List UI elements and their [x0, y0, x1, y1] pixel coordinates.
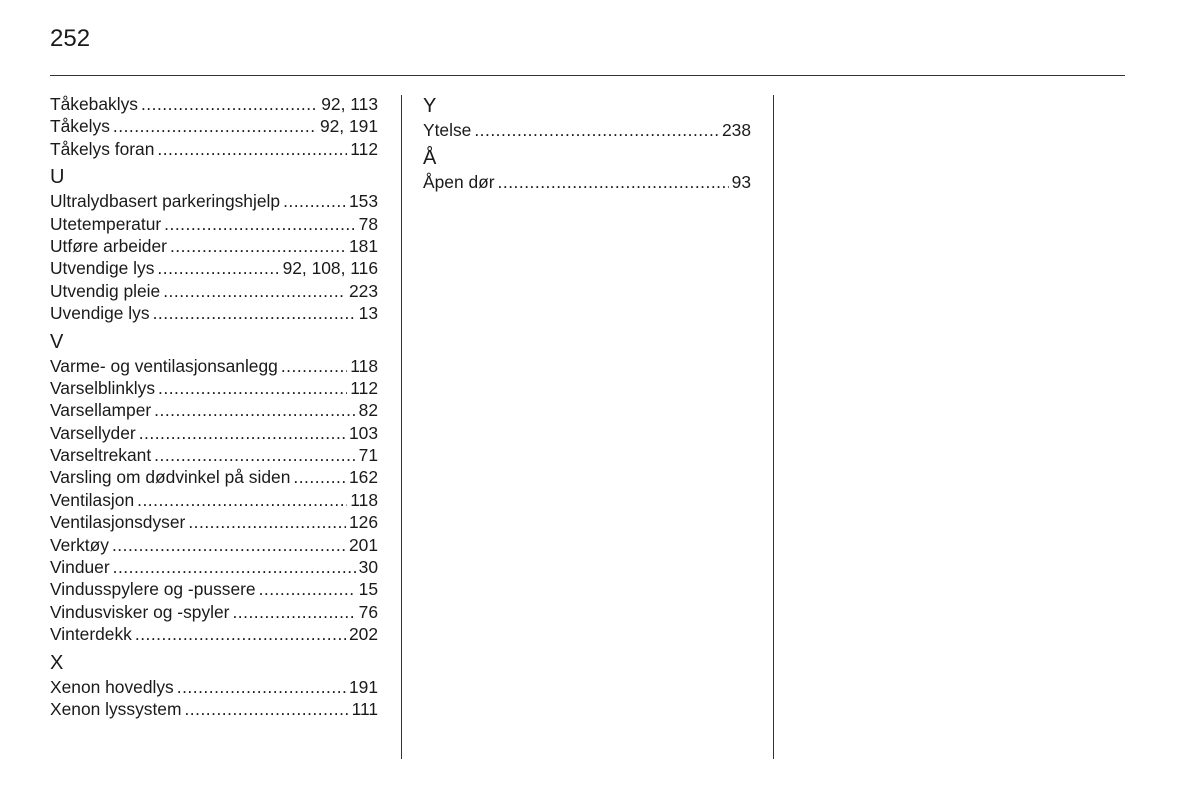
index-column-1: [50, 93, 378, 720]
leader-dots: [188, 511, 346, 533]
entry-pages: 15: [358, 579, 378, 600]
leader-dots: [163, 280, 346, 302]
index-entry: [50, 534, 378, 556]
entry-term: Varseltrekant: [50, 445, 152, 466]
entry-pages: 181: [348, 235, 378, 256]
index-entry: [423, 119, 751, 141]
entry-term: Utføre arbeider: [50, 235, 167, 256]
entry-pages: 118: [350, 489, 378, 510]
entry-term: Verktøy: [50, 534, 109, 555]
page-number: 252: [50, 25, 91, 52]
entry-term: Vinterdekk: [50, 624, 132, 645]
index-entry: [50, 115, 378, 137]
leader-dots: [139, 422, 346, 444]
entry-pages: 13: [358, 303, 378, 324]
entry-term: Ventilasjon: [50, 489, 135, 510]
leader-dots: [112, 534, 346, 556]
index-entry: [50, 93, 378, 115]
section-letter: Y: [423, 95, 437, 117]
entry-term: Xenon hovedlys: [50, 676, 174, 697]
entry-pages: 92, 191: [319, 116, 378, 137]
entry-term: Tåkebaklys: [50, 94, 138, 114]
index-entry: [50, 556, 378, 578]
index-section-y: [423, 93, 751, 141]
entry-term: Utvendige lys: [50, 258, 155, 279]
leader-dots: [158, 377, 347, 399]
leader-dots: [135, 623, 346, 645]
leader-dots: [259, 578, 356, 600]
index-entry: [50, 280, 378, 302]
section-letter: U: [50, 166, 65, 189]
index-entry: [50, 138, 378, 160]
entry-pages: 103: [348, 422, 378, 443]
entry-pages: 223: [348, 280, 378, 301]
entry-pages: 201: [348, 534, 378, 555]
index-entry: [50, 698, 378, 720]
index-entry: [423, 171, 751, 193]
index-entry: [50, 489, 378, 511]
entry-term: Tåkelys foran: [50, 138, 155, 159]
index-entry: [50, 377, 378, 399]
column-divider-left: [401, 95, 402, 759]
entry-term: Varsellyder: [50, 422, 136, 443]
index-entry: [50, 444, 378, 466]
index-entry: [50, 578, 378, 600]
entry-term: Åpen dør: [423, 172, 495, 193]
entry-pages: 112: [350, 377, 378, 398]
entry-term: Utvendig pleie: [50, 280, 161, 301]
column-divider-right: [773, 95, 774, 759]
entry-term: Ytelse: [423, 120, 472, 140]
entry-term: Uvendige lys: [50, 303, 150, 324]
entry-pages: 71: [358, 445, 378, 466]
leader-dots: [232, 601, 355, 623]
index-entry: [50, 213, 378, 235]
entry-pages: 76: [358, 601, 378, 622]
index-entry: [50, 601, 378, 623]
index-column-2: [423, 93, 751, 194]
entry-pages: 118: [350, 355, 378, 376]
entry-term: Vindusspylere og -pussere: [50, 579, 256, 600]
index-section-v: [50, 329, 378, 646]
entry-term: Ventilasjonsdyser: [50, 512, 186, 533]
entry-pages: 78: [358, 213, 378, 234]
entry-pages: 30: [358, 557, 378, 578]
entry-pages: 202: [348, 624, 378, 645]
entry-term: Varsling om dødvinkel på siden: [50, 467, 291, 488]
leader-dots: [164, 213, 356, 235]
index-entry: [50, 466, 378, 488]
entry-pages: 238: [721, 120, 751, 140]
index-entry: [50, 355, 378, 377]
leader-dots: [113, 556, 356, 578]
index-entry: [50, 235, 378, 257]
index-section-u: [50, 164, 378, 324]
entry-pages: 82: [358, 400, 378, 421]
index-entry: [50, 623, 378, 645]
index-entry: [50, 676, 378, 698]
entry-term: Varsellamper: [50, 400, 152, 421]
leader-dots: [154, 399, 355, 421]
section-letter: V: [50, 330, 64, 353]
leader-dots: [137, 489, 347, 511]
section-letter: Å: [423, 147, 437, 170]
index-section-x: [50, 650, 378, 721]
leader-dots: [498, 171, 729, 193]
leader-dots: [113, 115, 317, 137]
index-entry: [50, 190, 378, 212]
entry-term: Varme- og ventilasjonsanlegg: [50, 355, 278, 376]
entry-pages: 153: [348, 191, 378, 212]
leader-dots: [157, 138, 347, 160]
section-letter: X: [50, 651, 64, 674]
index-entry: [50, 511, 378, 533]
entry-pages: 92, 113: [321, 94, 378, 114]
index-section-aa: [423, 145, 751, 193]
entry-term: Ultralydbasert parkeringshjelp: [50, 191, 281, 212]
index-entry: [50, 399, 378, 421]
leader-dots: [184, 698, 348, 720]
entry-pages: 92, 108, 116: [282, 258, 378, 279]
leader-dots: [157, 257, 279, 279]
leader-dots: [474, 119, 719, 141]
leader-dots: [141, 93, 318, 115]
entry-term: Tåkelys: [50, 116, 110, 137]
entry-term: Xenon lyssystem: [50, 698, 182, 719]
entry-pages: 111: [351, 698, 378, 719]
entry-pages: 112: [350, 138, 378, 159]
leader-dots: [153, 302, 356, 324]
entry-pages: 162: [348, 467, 378, 488]
header-rule: [50, 75, 1125, 76]
leader-dots: [170, 235, 346, 257]
entry-pages: 93: [731, 172, 751, 193]
leader-dots: [281, 355, 347, 377]
leader-dots: [177, 676, 346, 698]
entry-term: Utetemperatur: [50, 213, 162, 234]
entry-pages: 126: [348, 512, 378, 533]
index-section-t: [50, 93, 378, 160]
index-entry: [50, 302, 378, 324]
leader-dots: [283, 190, 346, 212]
entry-term: Vinduer: [50, 557, 110, 578]
entry-term: Vindusvisker og -spyler: [50, 601, 230, 622]
entry-pages: 191: [348, 676, 378, 697]
leader-dots: [154, 444, 355, 466]
index-entry: [50, 422, 378, 444]
index-entry: [50, 257, 378, 279]
leader-dots: [293, 466, 346, 488]
entry-term: Varselblinklys: [50, 377, 156, 398]
